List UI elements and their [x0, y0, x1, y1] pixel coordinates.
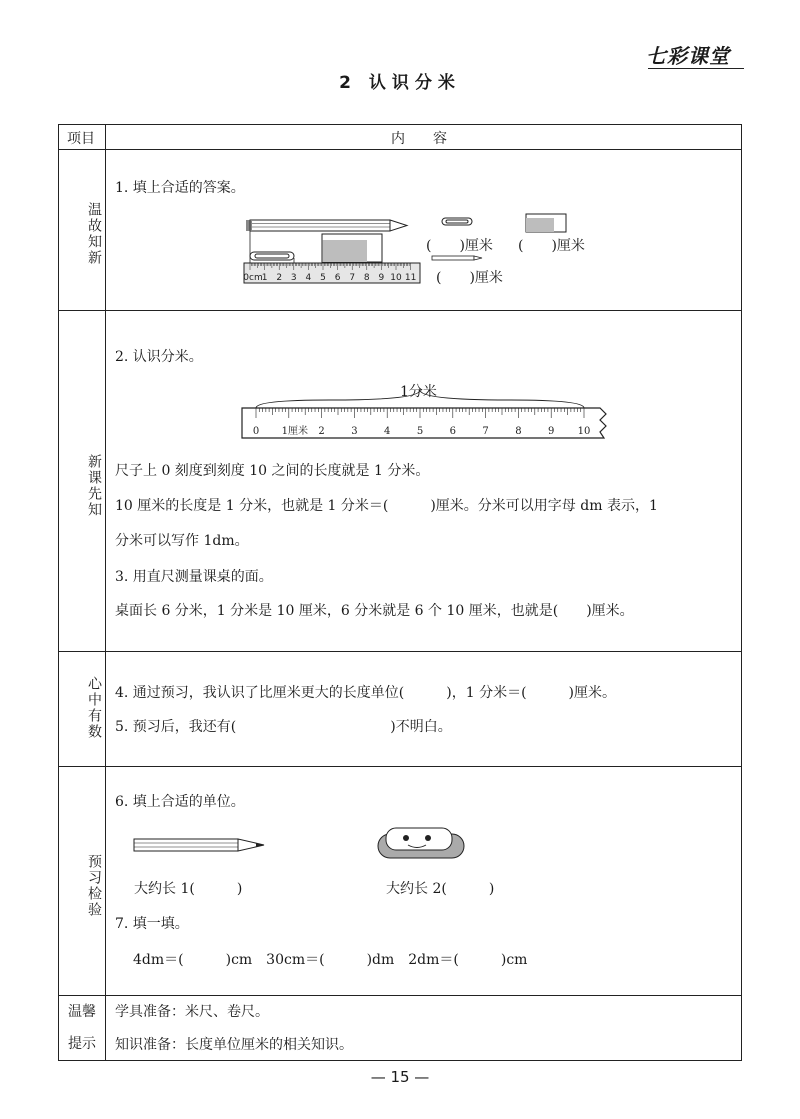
ruler-label: 4: [305, 273, 312, 283]
q4-text: 4. 通过预习，我认识了比厘米更大的长度单位( )，1 分米＝( )厘米。: [115, 685, 617, 701]
ruler-label: 8: [515, 426, 522, 437]
q6-blank-2[interactable]: 大约长 2( ): [386, 881, 495, 897]
q2-text: 2. 认识分米。: [115, 349, 203, 365]
row-divider: [59, 149, 741, 150]
ruler-dm-illustration: [240, 396, 610, 442]
tip-knowledge: 知识准备：长度单位厘米的相关知识。: [115, 1037, 353, 1053]
ruler-label: 9: [378, 273, 385, 283]
section-label-tips-bottom: 提示: [68, 1036, 96, 1052]
q6-blank-1[interactable]: 大约长 1( ): [134, 881, 243, 897]
section-label-review: 温故知新: [86, 202, 102, 266]
ruler-label: 7: [349, 273, 356, 283]
pencil-large-icon: [132, 836, 268, 856]
ruler-label: 3: [290, 273, 297, 283]
page-title: 2 认识分米: [339, 73, 461, 93]
q3-text: 3. 用直尺测量课桌的面。: [115, 569, 273, 585]
blank-paperclip[interactable]: ( )厘米: [426, 238, 493, 254]
ruler-label: 9: [548, 426, 555, 437]
q7-blanks[interactable]: 4dm＝( )cm 30cm＝( )dm 2dm＝( )cm: [133, 952, 528, 968]
blank-pencil[interactable]: ( )厘米: [436, 270, 503, 286]
ruler-label: 5: [416, 426, 424, 437]
section-label-tips-top: 温馨: [68, 1004, 96, 1020]
q6-text: 6. 填上合适的单位。: [115, 794, 245, 810]
section-label-test: 预习检验: [86, 854, 102, 918]
ruler-cm-illustration: [242, 214, 422, 286]
row-divider: [59, 651, 741, 652]
ruler-label: 2: [276, 273, 283, 283]
eraser-small-icon: [526, 214, 566, 232]
ruler-label: 0cm: [243, 273, 263, 283]
tip-tools: 学具准备：米尺、卷尺。: [115, 1004, 269, 1020]
brand-text: 七彩课堂: [646, 44, 730, 68]
header-item: 项目: [67, 131, 95, 147]
ruler-label: 10: [577, 426, 591, 437]
ruler-label: 0: [252, 426, 260, 437]
q2-line-2: 10 厘米的长度是 1 分米，也就是 1 分米＝( )厘米。分米可以用字母 dm 表示，1: [115, 498, 658, 514]
section-label-check: 心中有数: [86, 676, 102, 740]
paperclip-small-icon: [442, 218, 472, 225]
ruler-label: 3: [351, 426, 358, 437]
q7-text: 7. 填一填。: [115, 916, 189, 932]
ruler-label: 6: [449, 426, 456, 437]
ruler-label: 1厘米: [281, 426, 308, 437]
row-divider: [59, 995, 741, 996]
column-divider: [105, 125, 106, 1060]
pencil-icon: [246, 220, 407, 231]
ruler-label: 10: [390, 273, 402, 283]
ruler-label: 1: [261, 273, 268, 283]
ruler-label: 4: [384, 426, 391, 437]
ruler-label: 6: [334, 273, 341, 283]
row-divider: [59, 766, 741, 767]
ruler-label: 7: [482, 426, 489, 437]
q2-line-1: 尺子上 0 刻度到刻度 10 之间的长度就是 1 分米。: [115, 463, 430, 479]
paperclip-icon: [250, 252, 294, 260]
blank-eraser[interactable]: ( )厘米: [518, 238, 585, 254]
ruler-label: 2: [318, 426, 325, 437]
pencil-small-icon: [432, 256, 482, 260]
ruler-caption: 1分米: [400, 384, 437, 400]
pencil-case-icon: [376, 826, 468, 862]
q3-line-1: 桌面长 6 分米，1 分米是 10 厘米，6 分米就是 6 个 10 厘米，也就是( )厘米。: [115, 603, 634, 619]
row-divider: [59, 310, 741, 311]
ruler-label: 5: [320, 273, 326, 283]
section-label-new: 新课先知: [86, 454, 102, 518]
header-content: 内 容: [391, 131, 447, 147]
q5-text: 5. 预习后，我还有( )不明白。: [115, 719, 452, 735]
ruler-label: 8: [363, 273, 370, 283]
q2-line-3: 分米可以写作 1dm。: [115, 533, 249, 549]
q1-text: 1. 填上合适的答案。: [115, 180, 245, 196]
eraser-icon: [322, 234, 382, 262]
page-number: — 15 —: [370, 1068, 430, 1086]
ruler-label: 11: [404, 273, 417, 283]
